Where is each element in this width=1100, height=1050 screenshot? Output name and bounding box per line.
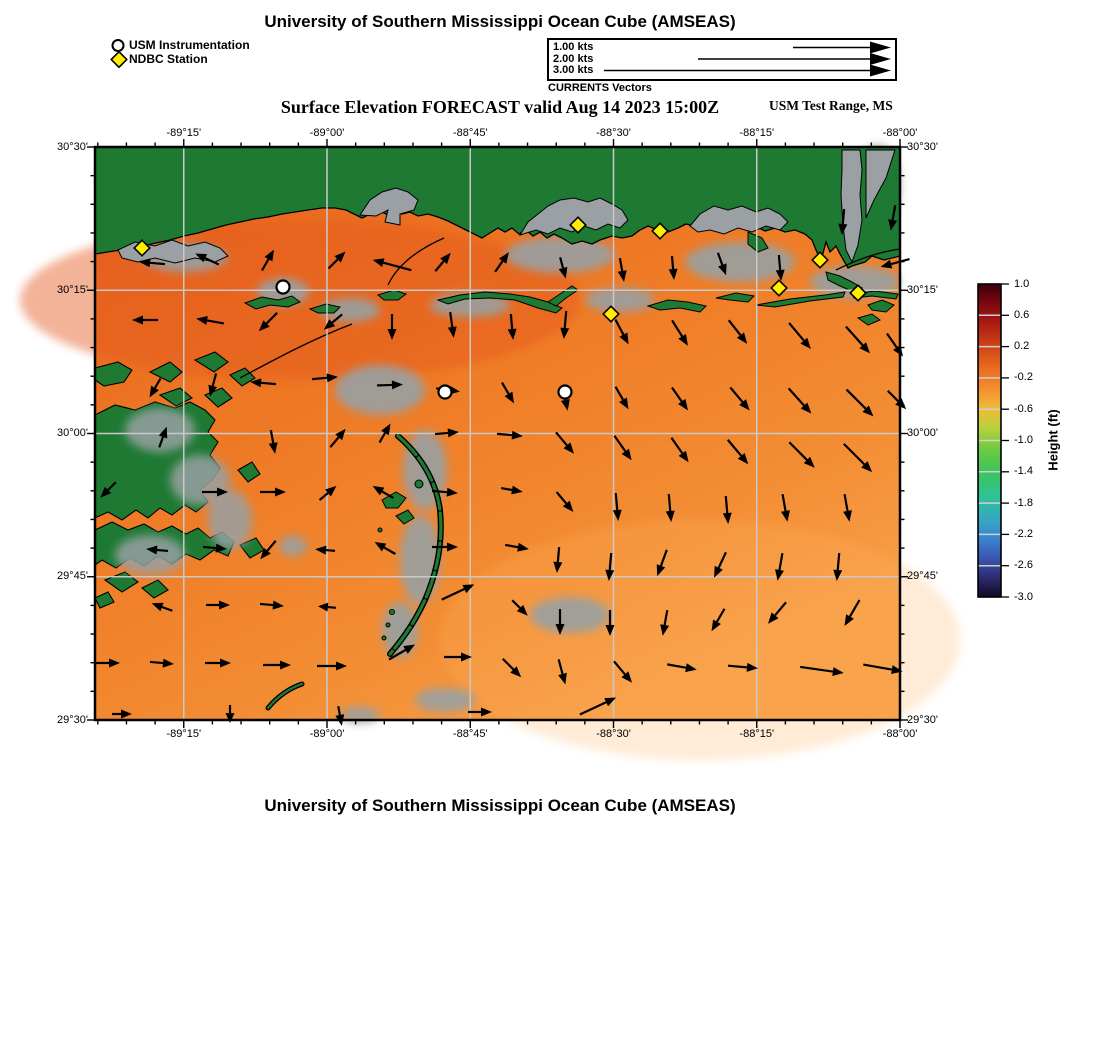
legend-symbols (111, 40, 127, 67)
usm-station-marker (439, 386, 452, 399)
y-axis-label-left: 30°15' (57, 283, 88, 296)
y-axis-label-left: 30°00' (57, 427, 88, 439)
y-axis-label-left: 30°30' (57, 140, 88, 153)
usm-station-marker (559, 386, 572, 399)
x-axis-label-bottom: -88°00' (882, 728, 918, 740)
colorbar-tick-label: 0.6 (1014, 308, 1030, 321)
x-axis-label-bottom: -88°30' (596, 728, 631, 740)
usm-legend-icon (113, 40, 124, 51)
vector-scale-arrow-head (870, 65, 891, 77)
region-label: USM Test Range, MS (769, 98, 893, 113)
x-axis-label-bottom: -88°45' (452, 728, 488, 740)
vector-scale-box (548, 39, 896, 80)
colorbar-tick-label: -0.2 (1014, 371, 1033, 384)
y-axis-label-right: 30°15' (907, 283, 938, 296)
x-axis-label-top: -88°15' (739, 127, 775, 139)
colorbar-tick-label: -1.8 (1014, 496, 1033, 509)
usm-station-marker (277, 281, 290, 294)
vector-scale-arrow-head (870, 53, 891, 65)
ndbc-legend-icon (111, 52, 127, 68)
y-axis-label-right: 29°30' (907, 713, 938, 726)
vector-scale-arrow-head (870, 42, 891, 54)
colorbar-tick-label: -1.4 (1014, 465, 1033, 478)
colorbar-tick-label: -2.2 (1014, 527, 1033, 540)
colorbar-tick-label: -2.6 (1014, 559, 1033, 572)
y-axis-label-right: 30°00' (907, 427, 938, 439)
colorbar-tick-label: 0.2 (1014, 340, 1030, 353)
colorbar (978, 284, 1009, 597)
x-axis-label-top: -88°30' (596, 127, 631, 139)
forecast-subtitle: Surface Elevation FORECAST valid Aug 14 2023 15:00Z (280, 97, 720, 117)
y-axis-label-left: 29°45' (57, 570, 88, 583)
x-axis-label-bottom: -89°15' (166, 728, 202, 740)
x-axis-label-top: -89°15' (166, 127, 202, 139)
currents-vectors-caption: CURRENTS Vectors (548, 82, 652, 94)
colorbar-title: Height (ft) (1045, 409, 1061, 471)
y-axis-label-left: 29°30' (57, 713, 88, 726)
colorbar-tick-label: -1.0 (1014, 434, 1033, 446)
colorbar-tick-label: -3.0 (1014, 590, 1033, 603)
figure-title-bottom: University of Southern Mississippi Ocean Cube (AMSEAS) (264, 796, 736, 815)
vector-scale-2kt-label: 2.00 kts (553, 52, 594, 65)
y-axis-label-right: 29°45' (907, 570, 938, 583)
vector-scale-3kt-label: 3.00 kts (553, 64, 594, 76)
x-axis-label-top: -88°45' (452, 127, 488, 139)
y-axis-label-right: 30°30' (907, 140, 938, 153)
x-axis-label-bottom: -89°00' (309, 728, 345, 740)
colorbar-tick-label: 1.0 (1014, 277, 1030, 290)
x-axis-label-top: -89°00' (309, 127, 345, 139)
vector-scale-1kt-label: 1.00 kts (553, 41, 594, 53)
legend-usm-label: USM Instrumentation (129, 38, 250, 52)
figure-title-top: University of Southern Mississippi Ocean Cube (AMSEAS) (264, 12, 736, 31)
colorbar-tick-label: -0.6 (1014, 402, 1033, 415)
x-axis-label-top: -88°00' (882, 127, 918, 139)
legend-ndbc-label: NDBC Station (129, 52, 208, 66)
x-axis-label-bottom: -88°15' (739, 728, 775, 740)
